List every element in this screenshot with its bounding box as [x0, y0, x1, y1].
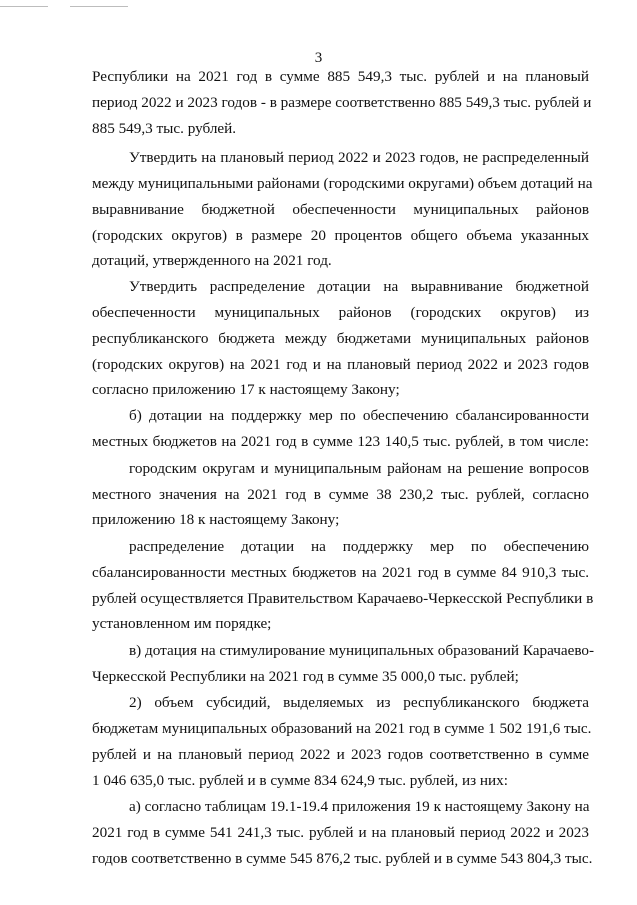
scan-artifact: [70, 6, 128, 7]
text-line: местного значения на 2021 год в сумме 38 230,2 тыс. рублей, согласно: [92, 486, 589, 503]
text-line: приложению 18 к настоящему Закону;: [92, 511, 340, 528]
text-line: сбалансированности местных бюджетов на 2021 год в сумме 84 910,3 тыс.: [92, 564, 589, 581]
text-line: 885 549,3 тыс. рублей.: [92, 120, 237, 137]
text-line: установленном им порядке;: [92, 615, 272, 632]
text-line: (городских округов) на 2021 год и на плановый период 2022 и 2023 годов: [92, 356, 589, 373]
text-line: Республики на 2021 год в сумме 885 549,3 тыс. рублей и на плановый: [92, 68, 589, 85]
text-line: годов соответственно в сумме 545 876,2 тыс. рублей и в сумме 543 804,3 тыс.: [92, 850, 593, 867]
text-line: согласно приложению 17 к настоящему Закону;: [92, 381, 400, 398]
text-line: городским округам и муниципальным районам на решение вопросов: [129, 460, 589, 477]
text-line: распределение дотации на поддержку мер по обеспечению: [129, 538, 589, 555]
text-line: в) дотация на стимулирование муниципальных образований Карачаево-: [129, 642, 595, 659]
text-line: Утвердить распределение дотации на выравнивание бюджетной: [129, 278, 589, 295]
text-line: рублей осуществляется Правительством Карачаево-Черкесской Республики в: [92, 590, 594, 607]
text-line: бюджетам муниципальных образований на 2021 год в сумме 1 502 191,6 тыс.: [92, 720, 592, 737]
text-line: выравнивание бюджетной обеспеченности муниципальных районов: [92, 201, 589, 218]
text-line: 1 046 635,0 тыс. рублей и в сумме 834 624,9 тыс. рублей, из них:: [92, 772, 508, 789]
text-line: 2) объем субсидий, выделяемых из республиканского бюджета: [129, 694, 589, 711]
text-line: дотаций, утвержденного на 2021 год.: [92, 252, 332, 269]
text-line: местных бюджетов на 2021 год в сумме 123 140,5 тыс. рублей, в том числе:: [92, 433, 589, 450]
text-line: между муниципальными районами (городскими округами) объем дотаций на: [92, 175, 593, 192]
text-line: а) согласно таблицам 19.1-19.4 приложения 19 к настоящему Закону на: [129, 798, 590, 815]
text-line: период 2022 и 2023 годов - в размере соответственно 885 549,3 тыс. рублей и: [92, 94, 592, 111]
text-line: обеспеченности муниципальных районов (городских округов) из: [92, 304, 589, 321]
text-line: б) дотации на поддержку мер по обеспечению сбалансированности: [129, 407, 589, 424]
text-line: Черкесской Республики на 2021 год в сумме 35 000,0 тыс. рублей;: [92, 668, 519, 685]
scan-artifact: [0, 6, 48, 7]
page-number: 3: [314, 50, 323, 66]
text-line: Утвердить на плановый период 2022 и 2023 годов, не распределенный: [129, 149, 589, 166]
text-line: (городских округов) в размере 20 процентов общего объема указанных: [92, 227, 589, 244]
text-line: республиканского бюджета между бюджетами муниципальных районов: [92, 330, 589, 347]
text-line: 2021 год в сумме 541 241,3 тыс. рублей и на плановый период 2022 и 2023: [92, 824, 589, 841]
text-line: рублей и на плановый период 2022 и 2023 годов соответственно в сумме: [92, 746, 589, 763]
